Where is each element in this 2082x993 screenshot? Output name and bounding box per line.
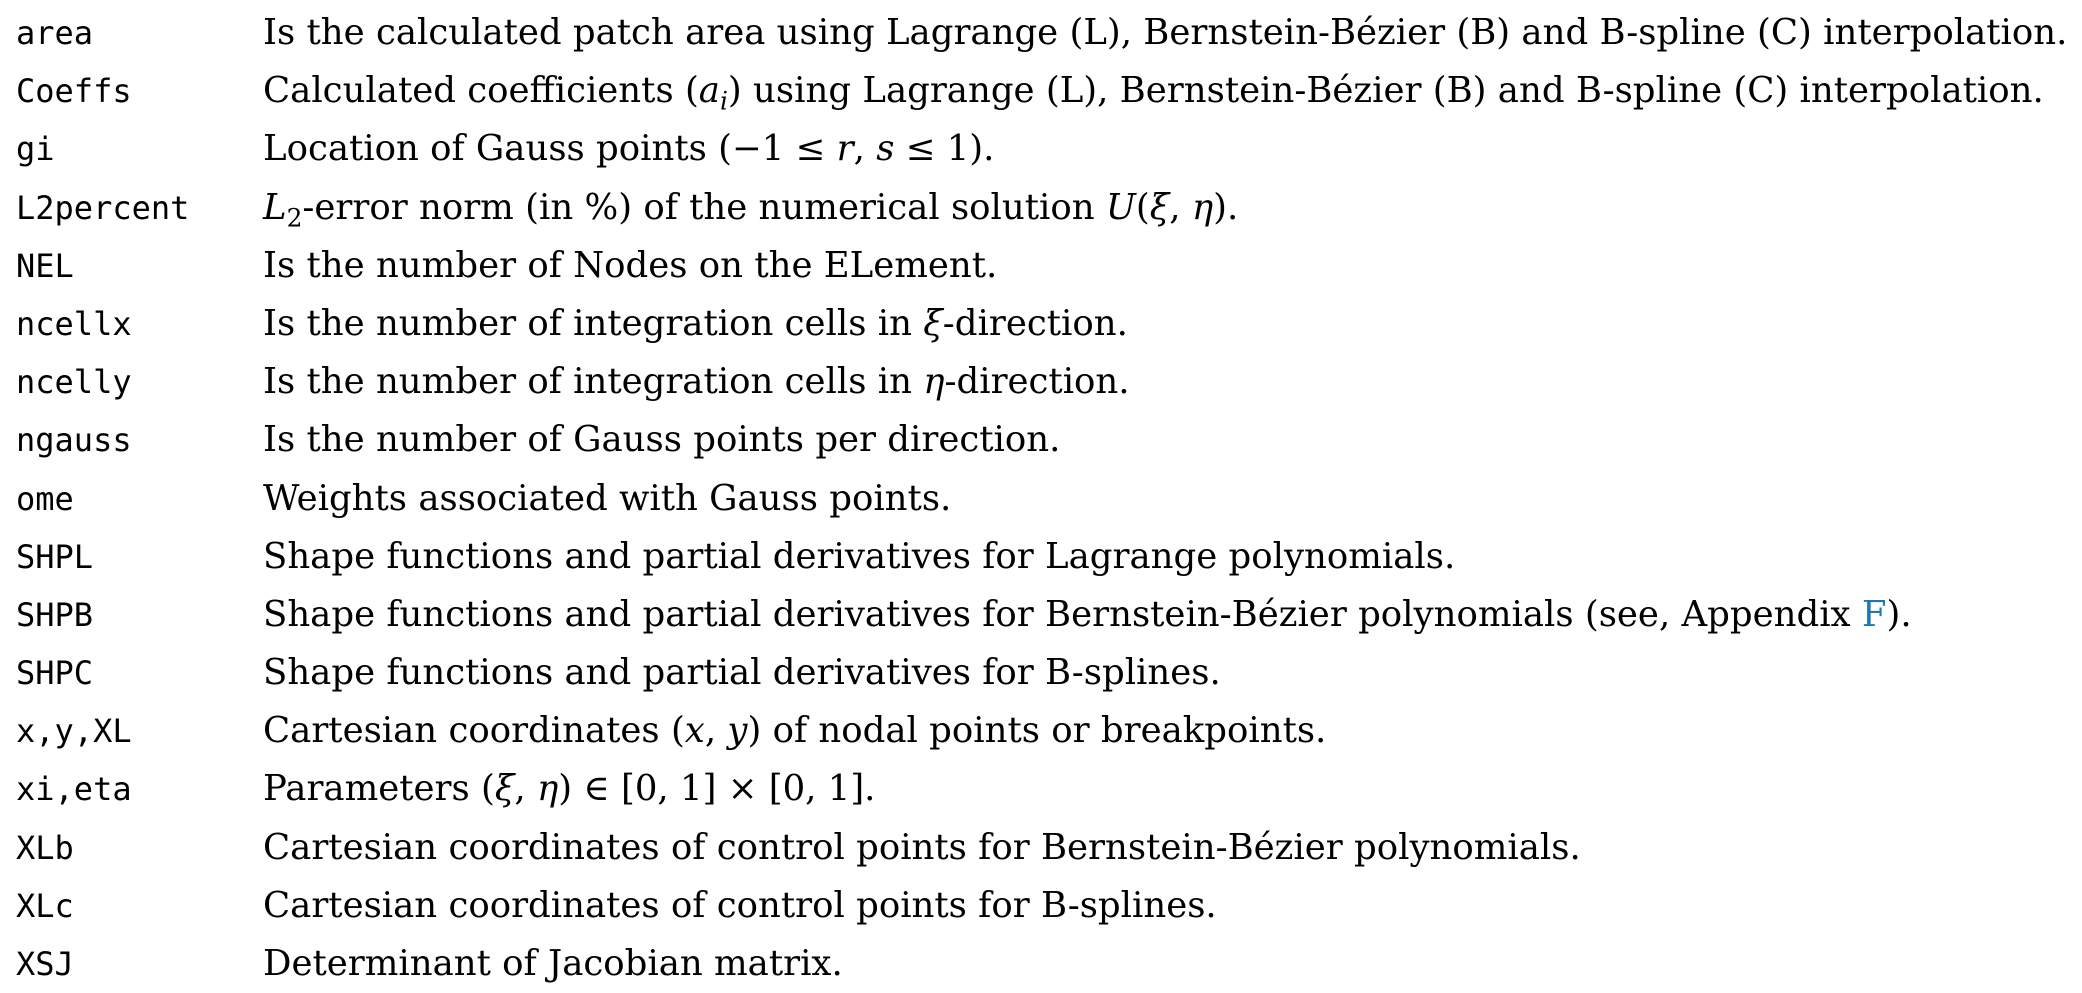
glossary-term: ome: [16, 479, 74, 518]
glossary-term: ncellx: [16, 304, 132, 343]
math-symbol: L: [263, 186, 287, 228]
glossary-description: Is the number of Gauss points per direction.: [263, 419, 1061, 461]
glossary-description: $L_2$-error norm (in %) of the numerical solution U(ξ, η).: [263, 186, 1239, 233]
math-symbol: η: [537, 768, 559, 810]
math-symbol: s: [876, 128, 895, 170]
glossary-row-xi-eta: [16, 760, 2076, 818]
glossary-row-l2percent: [16, 179, 2076, 237]
glossary-term: ngauss: [16, 421, 132, 460]
glossary-description: Shape functions and partial derivatives for B-splines.: [263, 652, 1221, 694]
glossary-row-gi: [16, 120, 2076, 178]
glossary-row-ncellx: [16, 295, 2076, 353]
glossary-description: Is the number of Nodes on the ELement.: [263, 244, 998, 286]
glossary-row-ngauss: [16, 411, 2076, 469]
glossary-description: Cartesian coordinates of control points for B-splines.: [263, 884, 1217, 926]
math-symbol: x: [684, 710, 705, 752]
glossary-term: L2percent: [16, 188, 190, 227]
glossary-row-xlc: [16, 877, 2076, 935]
glossary-description: Location of Gauss points (−1 ≤ r, s ≤ 1).: [263, 128, 995, 170]
glossary-term: XLb: [16, 828, 74, 867]
glossary-description: Determinant of Jacobian matrix.: [263, 943, 843, 984]
glossary-term: SHPC: [16, 654, 94, 693]
glossary-term: XSJ: [16, 945, 74, 983]
glossary-row-nel: [16, 237, 2076, 295]
glossary-description: Parameters (ξ, η) ∈ [0, 1] × [0, 1].: [263, 768, 876, 810]
glossary-term: x,y,XL: [16, 712, 132, 751]
glossary-term: XLc: [16, 886, 74, 925]
glossary-row-coeffs: [16, 62, 2076, 120]
glossary-description: Cartesian coordinates of control points for Bernstein-Bézier polynomials.: [263, 826, 1581, 868]
appendix-f-link[interactable]: F: [1861, 593, 1887, 635]
math-subscript: 2: [286, 203, 303, 233]
glossary-term: area: [16, 14, 94, 52]
glossary-row-ome: [16, 470, 2076, 528]
math-symbol: y: [727, 710, 748, 752]
math-symbol: r: [836, 128, 854, 170]
glossary-description: Shape functions and partial derivatives for Bernstein-Bézier polynomials (see, Appendix F).: [263, 593, 1912, 635]
glossary-description: Cartesian coordinates (x, y) of nodal points or breakpoints.: [263, 710, 1327, 752]
math-symbol: ξ: [494, 768, 515, 810]
glossary-row-xlb: [16, 819, 2076, 877]
glossary-term: gi: [16, 130, 55, 169]
glossary-description: Shape functions and partial derivatives for Lagrange polynomials.: [263, 535, 1456, 577]
glossary-term: SHPL: [16, 537, 94, 576]
glossary-row-shpl: [16, 528, 2076, 586]
glossary-row-shpc: [16, 644, 2076, 702]
math-symbol: η: [923, 361, 945, 403]
math-symbol: η: [1191, 186, 1214, 228]
glossary-term: SHPB: [16, 595, 94, 634]
math-symbol: ξ: [923, 302, 943, 344]
glossary-row-ncelly: [16, 353, 2076, 411]
glossary-row-area: [16, 4, 2076, 62]
glossary-row-shpb: [16, 586, 2076, 644]
math-symbol: ξ: [1149, 186, 1170, 228]
glossary-row-xsj: [16, 935, 2076, 993]
glossary-description: Calculated coefficients $(a_i)$ using Lagrange (L), Bernstein-Bézier (B) and B-spline (C) interpolation.: [263, 70, 2044, 116]
math-subscript: i: [719, 86, 728, 116]
glossary-term: NEL: [16, 246, 74, 285]
glossary-term: ncelly: [16, 363, 132, 402]
math-symbol: U: [1105, 186, 1136, 228]
glossary-description: Is the calculated patch area using Lagrange (L), Bernstein-Bézier (B) and B-spline (C) interpolation.: [263, 12, 2068, 53]
glossary-row-x-y-xl: [16, 702, 2076, 760]
math-symbol: a: [698, 70, 720, 112]
glossary-description: Is the number of integration cells in η-direction.: [263, 361, 1130, 403]
glossary-description: Is the number of integration cells in ξ-direction.: [263, 302, 1128, 344]
glossary-description: Weights associated with Gauss points.: [263, 477, 952, 519]
glossary-term: xi,eta: [16, 770, 132, 809]
glossary-list: [16, 4, 2076, 993]
glossary-term: Coeffs: [16, 72, 132, 111]
